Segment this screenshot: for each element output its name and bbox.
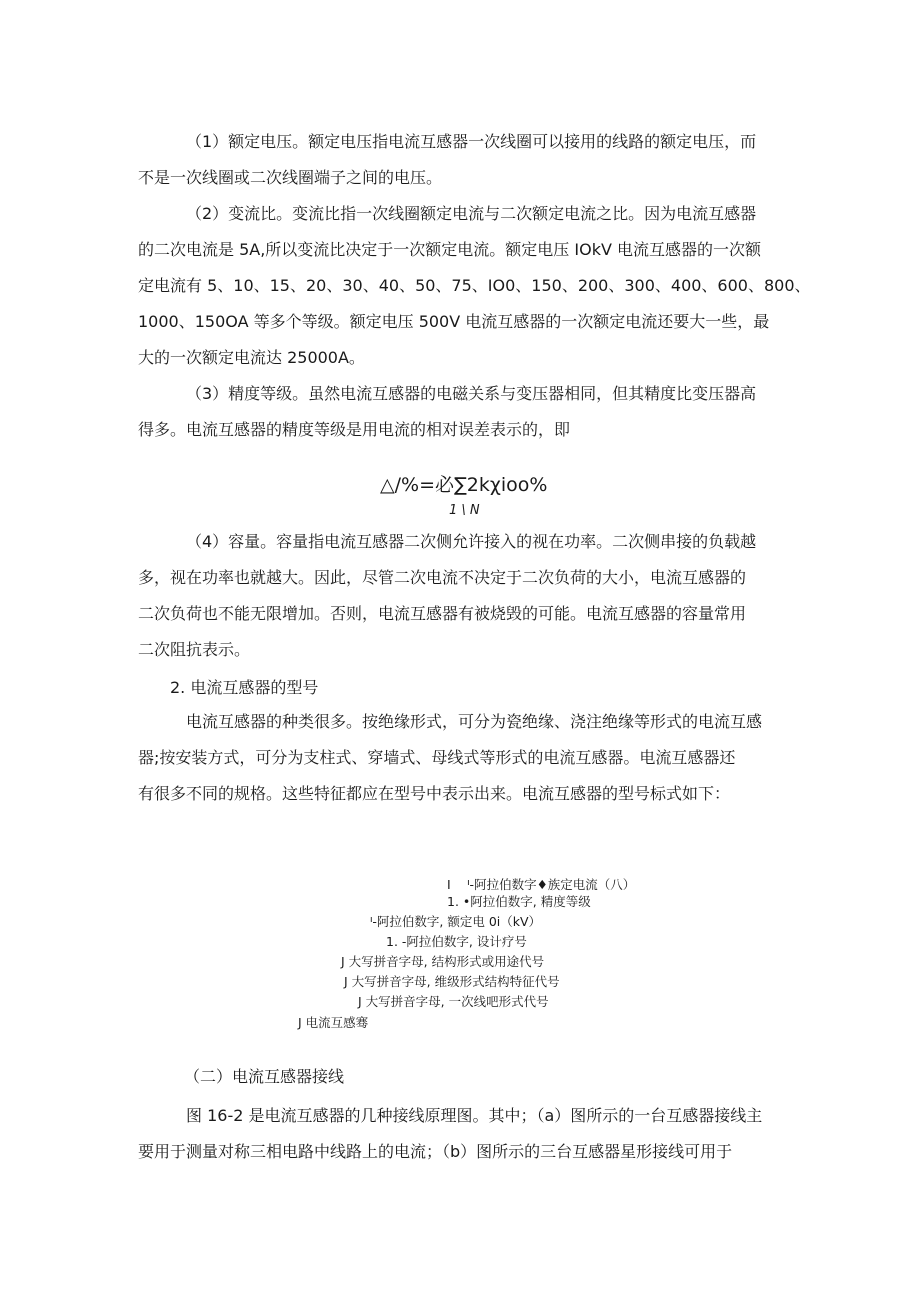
text-line: 定电流有 5、10、15、20、30、40、50、75、IO0、150、200、300、400、600、800、 — [138, 276, 811, 295]
paragraph-rated-voltage — [138, 124, 788, 196]
text-line: 器;按安装方式，可分为支柱式、穿墙式、母线式等形式的电流互感器。电流互感器还 — [138, 748, 736, 767]
diagram-label-structure-type: J 大写拼音字母, 结构形式或用途代号 — [341, 954, 545, 969]
text-line: 大的一次额定电流达 25000A。 — [138, 348, 365, 367]
text-line: （2）变流比。变流比指一次线圈额定电流与二次额定电流之比。因为电流互感器 — [186, 204, 757, 223]
text-line: （1）额定电压。额定电压指电流互感器一次线圈可以接用的线路的额定电压，而 — [186, 132, 757, 151]
section-heading-model: 2. 电流互感器的型号 — [170, 678, 319, 697]
text-line: （3）精度等级。虽然电流互感器的电磁关系与变压器相同，但其精度比变压器高 — [186, 384, 757, 403]
section-heading-wiring: （二）电流互感器接线 — [184, 1067, 345, 1086]
text-line: 多，视在功率也就越大。因此，尽管二次电流不决定于二次负荷的大小，电流互感器的 — [138, 568, 747, 587]
diagram-label-rated-current: I ᑊ-阿拉伯数字♦族定电流（八） — [447, 877, 636, 892]
diagram-label-accuracy-class: 1. •阿拉伯数字, 精度等级 — [447, 894, 591, 909]
text-line: 图 16-2 是电流互感器的几种接线原理图。其中；（a）图所示的一台互感器接线主 — [186, 1106, 763, 1125]
error-formula: △/%=必∑2kχioo% — [380, 474, 548, 496]
diagram-label-current-transformer: J 电流互感骞 — [298, 1015, 369, 1030]
text-line: 得多。电流互感器的精度等级是用电流的相对误差表示的，即 — [138, 420, 571, 439]
text-line: 电流互感器的种类很多。按绝缘形式，可分为瓷绝缘、浇注绝缘等形式的电流互感 — [186, 712, 763, 731]
text-line: 不是一次线圈或二次线圈端子之间的电压。 — [138, 168, 443, 187]
text-line: （4）容量。容量指电流互感器二次侧允许接入的视在功率。二次侧串接的负载越 — [186, 532, 757, 551]
formula-subscript: 1 \ N — [449, 503, 480, 518]
text-line: 二次负荷也不能无限增加。否则，电流互感器有被烧毁的可能。电流互感器的容量常用 — [138, 604, 747, 623]
paragraph-types — [138, 704, 788, 812]
text-line: 的二次电流是 5A,所以变流比决定于一次额定电流。额定电压 IOkV 电流互感器的一次额 — [138, 240, 761, 259]
paragraph-current-ratio — [138, 196, 811, 376]
text-line: 要用于测量对称三相电路中线路上的电流；（b）图所示的三台互感器星形接线可用于 — [138, 1142, 733, 1161]
diagram-label-primary-winding: J 大写拼音字母, 一次线吧形式代号 — [358, 994, 549, 1009]
paragraph-capacity — [138, 524, 788, 668]
paragraph-wiring — [138, 1098, 788, 1170]
text-line: 二次阻抗表示。 — [138, 640, 251, 659]
paragraph-accuracy-class — [138, 376, 788, 448]
diagram-label-rated-voltage: ᑊ-阿拉伯数字, 额定电 0i（kV） — [370, 914, 542, 929]
text-line: 1000、150OA 等多个等级。额定电压 500V 电流互感器的一次额定电流还要大一些，最 — [138, 312, 770, 331]
diagram-label-insulation-type: J 大写拼音字母, 维级形式结构特征代号 — [344, 974, 560, 989]
text-line: 有很多不同的规格。这些特征都应在型号中表示出来。电流互感器的型号标式如下： — [138, 784, 731, 803]
diagram-label-design-number: 1. -阿拉伯数字, 设计疗号 — [386, 934, 527, 949]
